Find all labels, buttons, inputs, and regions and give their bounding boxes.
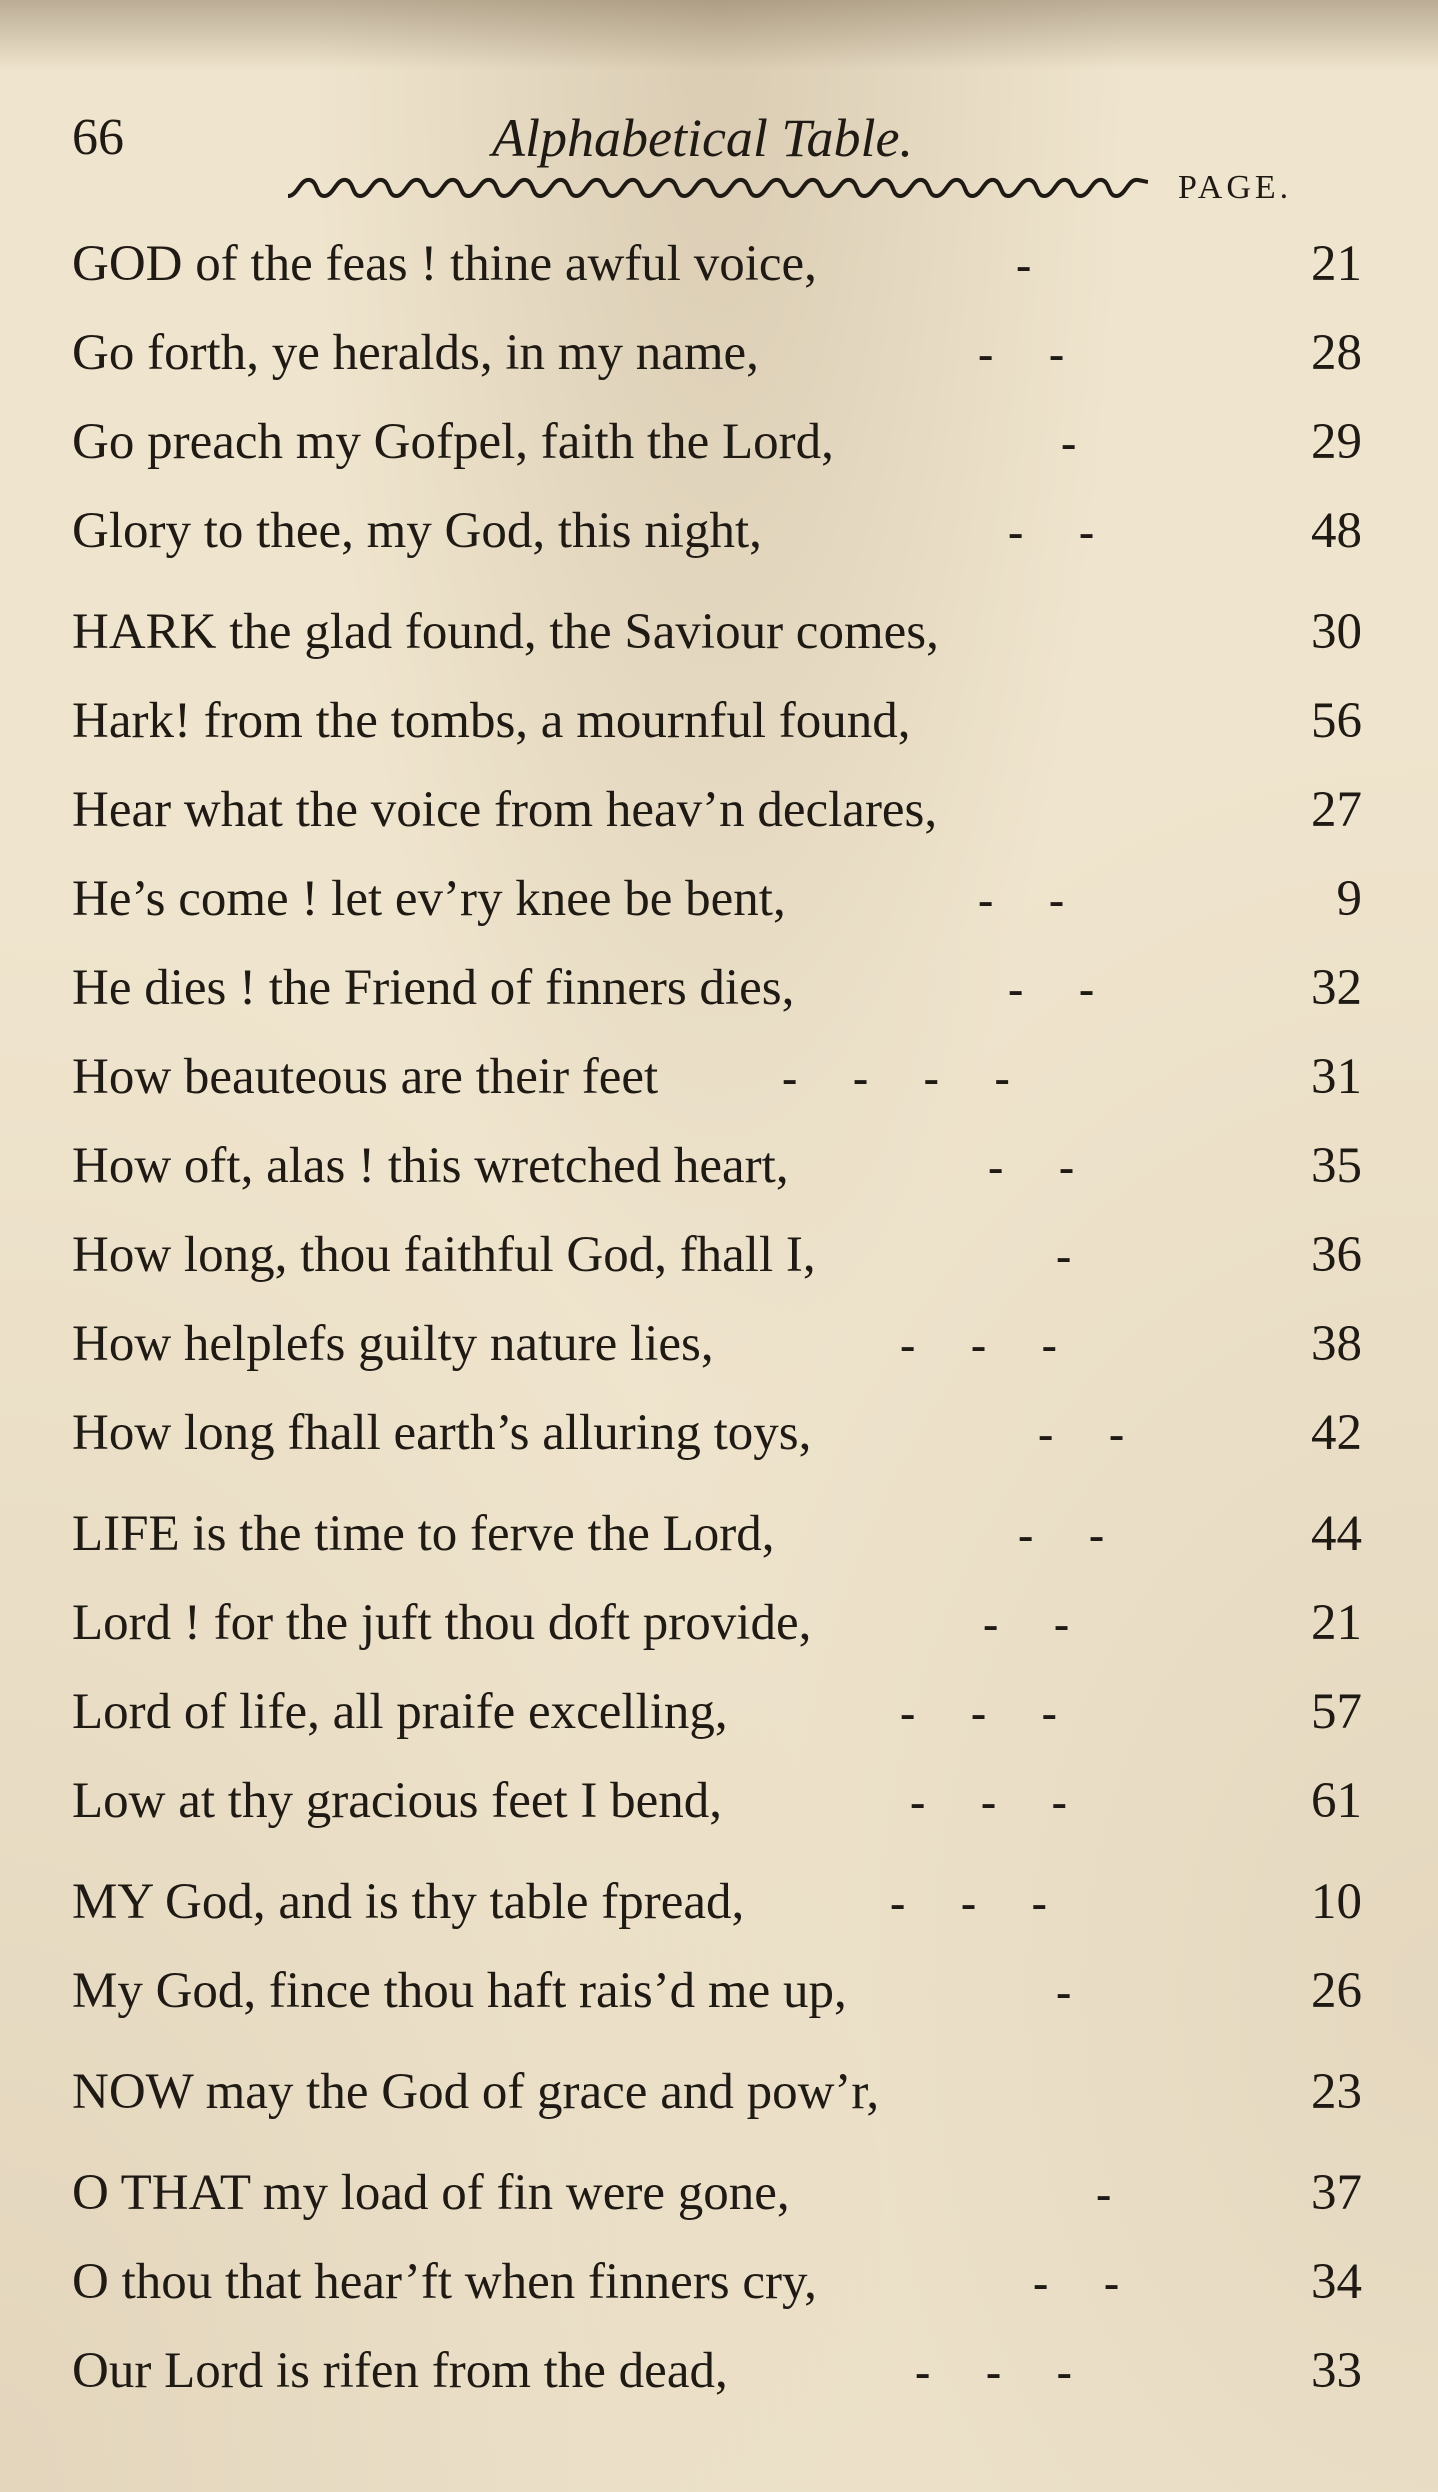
page-reference: 36 <box>1311 1227 1362 1283</box>
page-reference: 32 <box>1311 960 1362 1016</box>
index-entry <box>72 588 1362 677</box>
page-reference: 30 <box>1311 604 1362 660</box>
page-reference: 48 <box>1311 503 1362 559</box>
page-reference: 38 <box>1311 1316 1362 1372</box>
dot-leader: - - <box>1038 1408 1147 1459</box>
hymn-first-line: Glory to thee, my God, this night, <box>72 503 762 559</box>
page-reference: 61 <box>1311 1773 1362 1829</box>
index-entry <box>72 309 1362 398</box>
hymn-first-line: LIFE is the time to ferve the Lord, <box>72 1506 775 1562</box>
page-reference: 28 <box>1311 325 1362 381</box>
index-entry <box>72 1389 1362 1478</box>
index-entry <box>72 487 1362 576</box>
index-entry <box>72 1490 1362 1579</box>
index-entry <box>72 2238 1362 2327</box>
hymn-first-line: Go forth, ye heralds, in my name, <box>72 325 759 381</box>
hymn-first-line: He’s come ! let ev’ry knee be bent, <box>72 871 786 927</box>
dot-leader: - <box>1096 2168 1134 2219</box>
page-reference: 57 <box>1311 1684 1362 1740</box>
page-reference: 27 <box>1311 782 1362 838</box>
dot-leader: - <box>1061 417 1099 468</box>
page-reference: 29 <box>1311 414 1362 470</box>
page-reference: 34 <box>1311 2254 1362 2310</box>
hymn-first-line: MY God, and is thy table fpread, <box>72 1874 745 1930</box>
dot-leader: - - - <box>900 1319 1079 1370</box>
index-entry <box>72 944 1362 1033</box>
dot-leader: - - - <box>900 1687 1079 1738</box>
page-reference: 56 <box>1311 693 1362 749</box>
dot-leader: - <box>1056 1230 1094 1281</box>
dot-leader: - - - - <box>782 1052 1032 1103</box>
index-entry <box>72 1858 1362 1947</box>
page-reference: 44 <box>1311 1506 1362 1562</box>
hymn-first-line: GOD of the feas ! thine awful voice, <box>72 236 817 292</box>
index-entry <box>72 1947 1362 2036</box>
dot-leader: - - <box>1018 1509 1127 1560</box>
hymn-first-line: How long fhall earth’s alluring toys, <box>72 1405 812 1461</box>
index-entry <box>72 766 1362 855</box>
dot-leader: - <box>1056 1966 1094 2017</box>
index-entry <box>72 1033 1362 1122</box>
dot-leader: - - - <box>890 1877 1069 1928</box>
hymn-first-line: Hear what the voice from heav’n declares, <box>72 782 938 838</box>
dot-leader: - - <box>1008 963 1117 1014</box>
dot-leader: - - - <box>910 1776 1089 1827</box>
hymn-first-line: Low at thy gracious feet I bend, <box>72 1773 723 1829</box>
dot-leader: - - <box>978 874 1087 925</box>
index-entry <box>72 1122 1362 1211</box>
index-entry <box>72 1757 1362 1846</box>
dot-leader: - - <box>1008 506 1117 557</box>
page-reference: 21 <box>1311 1595 1362 1651</box>
page-reference: 23 <box>1311 2064 1362 2120</box>
hymn-first-line: Lord of life, all praife excelling, <box>72 1684 728 1740</box>
dot-leader: - <box>1016 239 1054 290</box>
index-entry <box>72 855 1362 944</box>
page-reference: 26 <box>1311 1963 1362 2019</box>
page-reference: 21 <box>1311 236 1362 292</box>
page-column-label: PAGE. <box>1178 169 1293 206</box>
dot-leader: - - <box>988 1141 1097 1192</box>
page-header <box>72 98 1362 178</box>
running-head: Alphabetical Table. <box>492 108 913 168</box>
hymn-first-line: How oft, alas ! this wretched heart, <box>72 1138 789 1194</box>
hymn-index-list <box>72 220 1362 2416</box>
index-entry <box>72 398 1362 487</box>
page-reference: 10 <box>1311 1874 1362 1930</box>
index-entry <box>72 677 1362 766</box>
hymn-first-line: My God, fince thou haft rais’d me up, <box>72 1963 847 2019</box>
index-entry <box>72 220 1362 309</box>
hymn-first-line: Hark! from the tombs, a mournful found, <box>72 693 911 749</box>
index-entry <box>72 1579 1362 1668</box>
index-entry <box>72 2149 1362 2238</box>
index-entry <box>72 1300 1362 1389</box>
page-reference: 31 <box>1311 1049 1362 1105</box>
hymn-first-line: O thou that hear’ft when finners cry, <box>72 2254 817 2310</box>
hymn-first-line: O THAT my load of fin were gone, <box>72 2165 790 2221</box>
page-reference: 33 <box>1311 2343 1362 2399</box>
page-reference: 35 <box>1311 1138 1362 1194</box>
hymn-first-line: Go preach my Gofpel, faith the Lord, <box>72 414 834 470</box>
hymn-first-line: How helplefs guilty nature lies, <box>72 1316 714 1372</box>
hymn-first-line: He dies ! the Friend of finners dies, <box>72 960 795 1016</box>
hymn-first-line: HARK the glad found, the Saviour comes, <box>72 604 939 660</box>
hymn-first-line: NOW may the God of grace and pow’r, <box>72 2064 880 2120</box>
index-entry <box>72 2048 1362 2137</box>
page-number: 66 <box>72 109 124 166</box>
dot-leader: - - - <box>915 2346 1094 2397</box>
hymn-first-line: Our Lord is rifen from the dead, <box>72 2343 728 2399</box>
hymn-first-line: How beauteous are their feet <box>72 1049 659 1105</box>
dot-leader: - - <box>978 328 1087 379</box>
page-top-shadow <box>0 0 1438 70</box>
index-entry <box>72 1211 1362 1300</box>
ornamental-rule <box>288 170 1148 206</box>
hymn-first-line: How long, thou faithful God, fhall I, <box>72 1227 816 1283</box>
page-reference: 42 <box>1311 1405 1362 1461</box>
page-reference: 37 <box>1311 2165 1362 2221</box>
index-entry <box>72 2327 1362 2416</box>
index-entry <box>72 1668 1362 1757</box>
page-reference: 9 <box>1336 871 1362 927</box>
dot-leader: - - <box>983 1598 1092 1649</box>
hymn-first-line: Lord ! for the juft thou doft provide, <box>72 1595 812 1651</box>
dot-leader: - - <box>1033 2257 1142 2308</box>
